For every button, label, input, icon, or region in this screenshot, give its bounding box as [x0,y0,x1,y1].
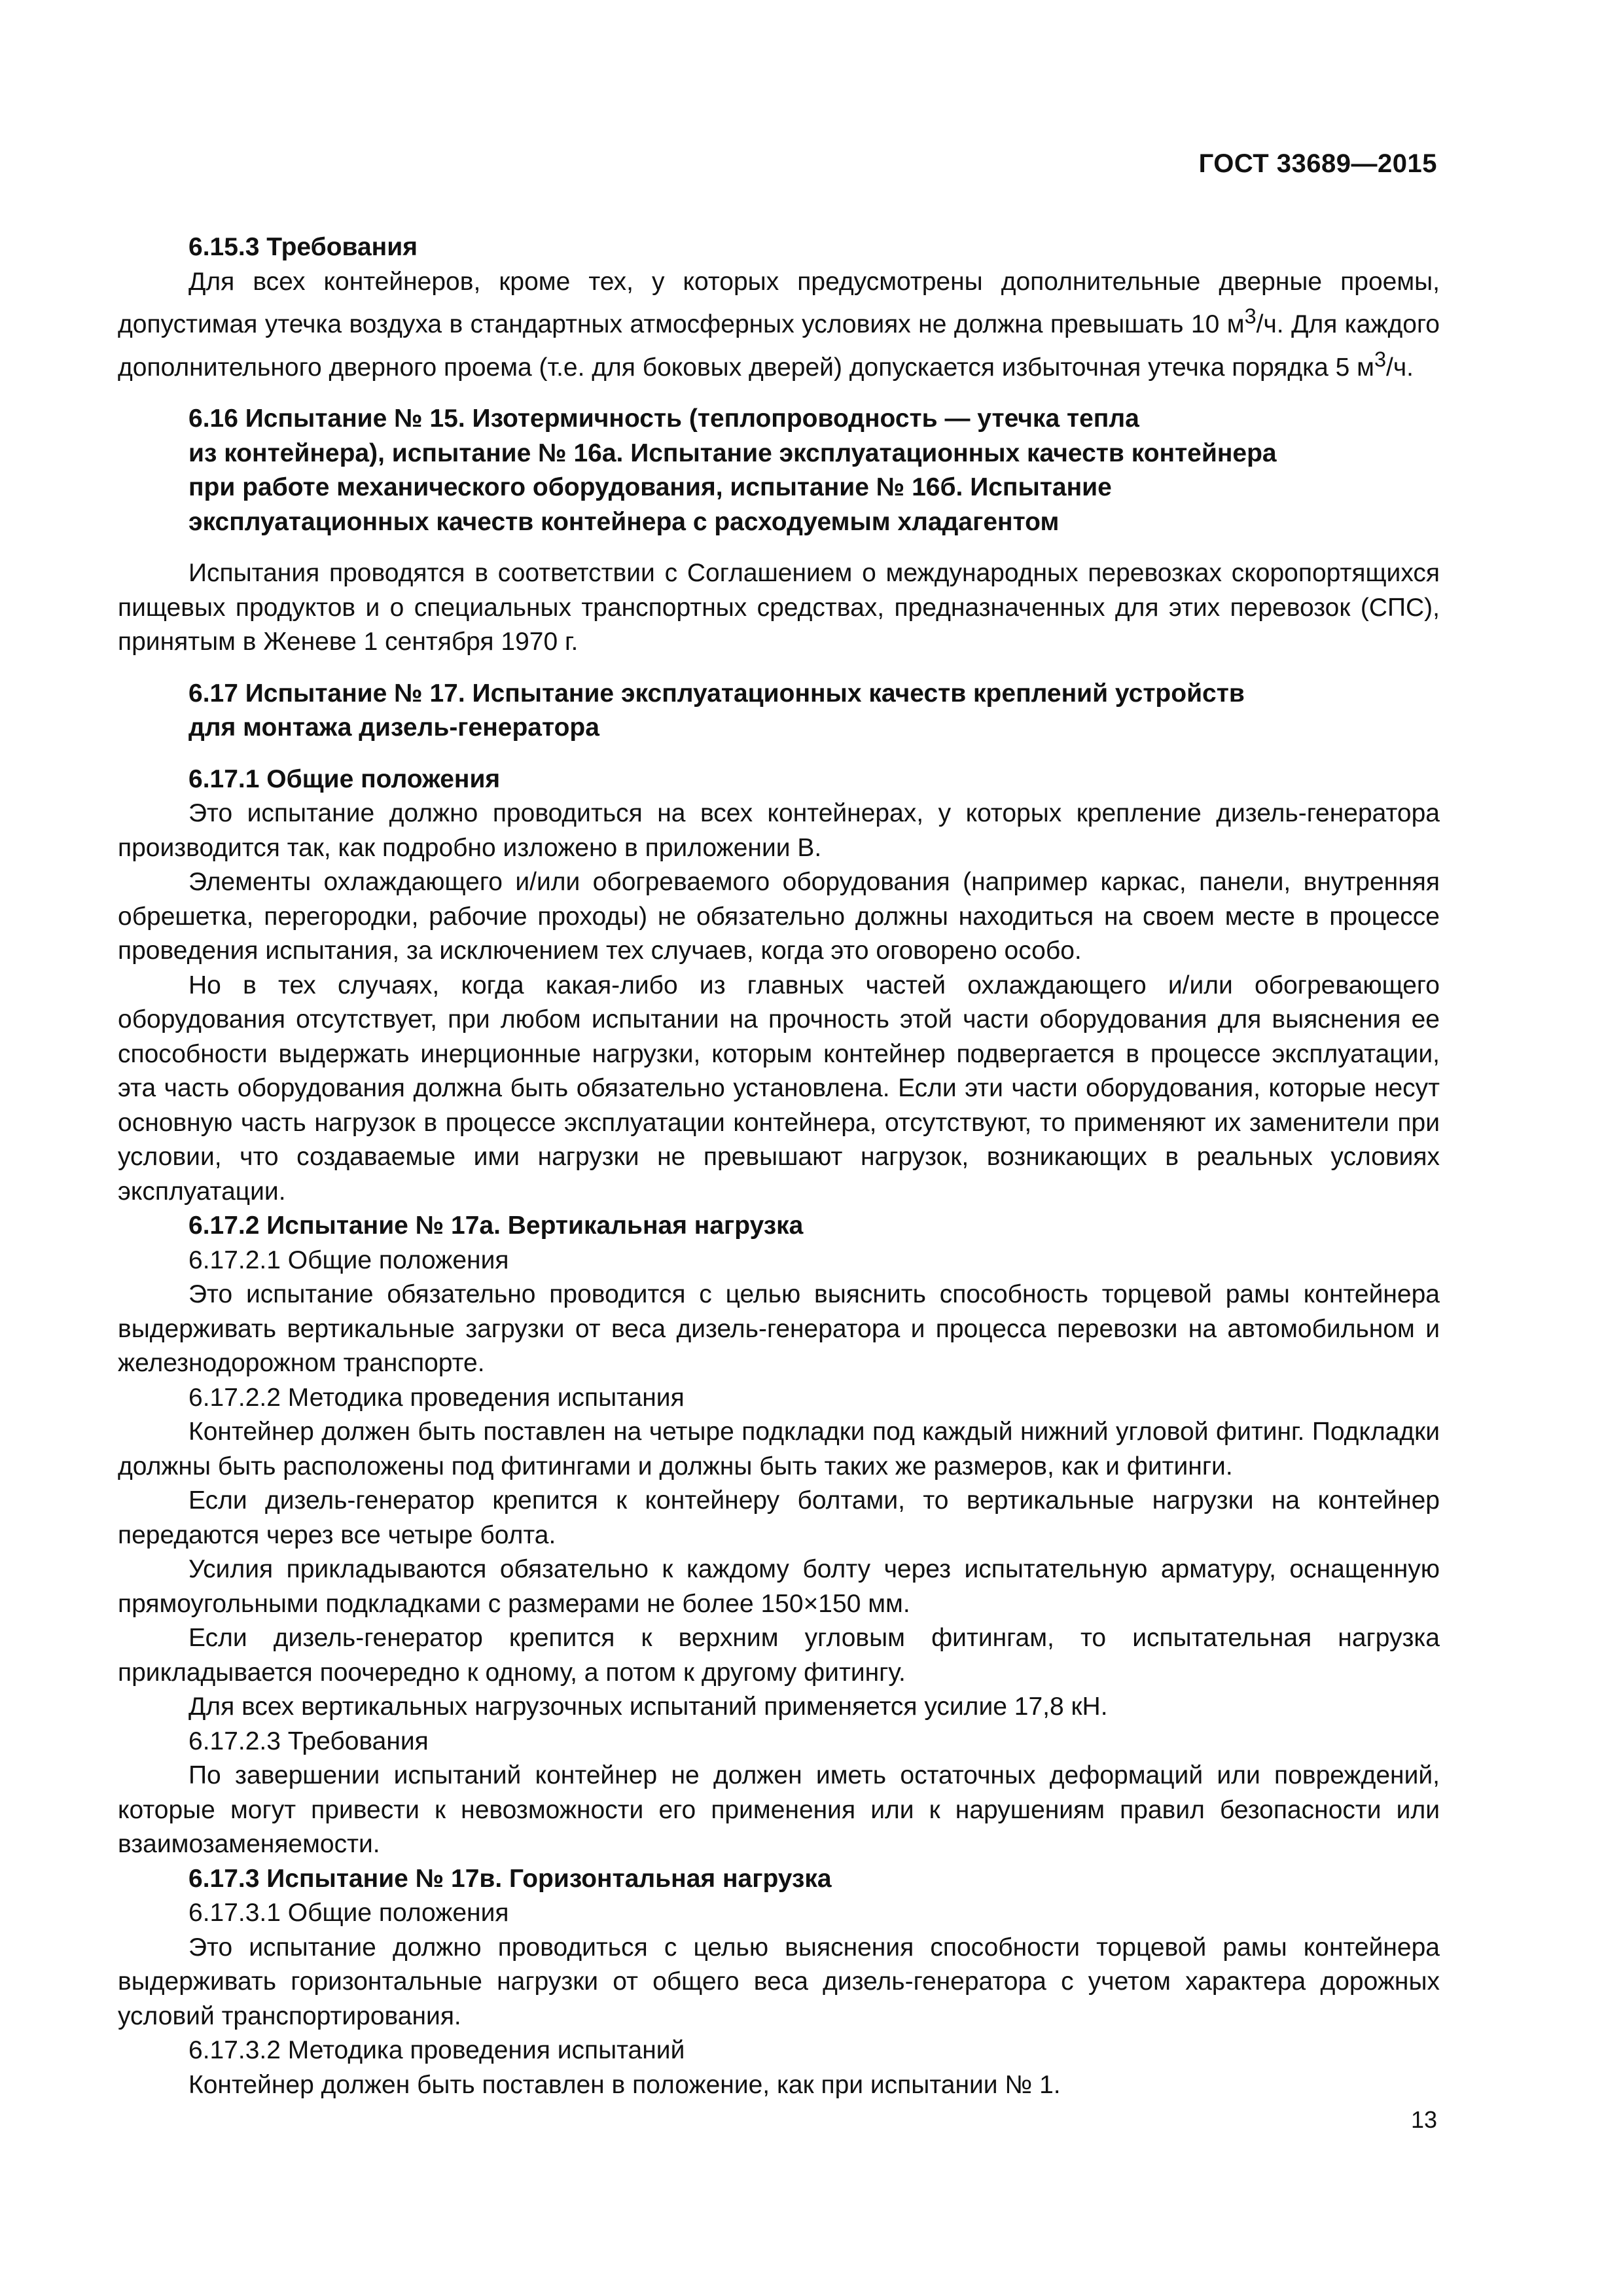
paragraph-text: /ч. [1386,353,1414,382]
document-code-header: ГОСТ 33689—2015 [1198,149,1437,178]
paragraph: Для всех вертикальных нагрузочных испытаний применяется усилие 17,8 кН. [188,1693,1108,1721]
paragraph: Если дизель-генератор крепится к контейнеру болтами, то вертикальные нагрузки на контейнер передаются через все четыре болта. [118,1486,1440,1549]
paragraph: Усилия прикладываются обязательно к каждому болту через испытательную арматуру, оснащенную прямоугольными подкладками с размерами не более 150×150 мм. [118,1555,1440,1618]
paragraph: Испытания проводятся в соответствии с Соглашением о международных перевозках скоропортящихся пищевых продуктов и о специальных транспортных средствах, предназначенных для этих перевозок (СПС), принятым в Женеве 1 сентября 1970 г. [118,559,1440,656]
subsection-heading-6-17-2-1: 6.17.2.1 Общие положения [188,1246,509,1274]
paragraph: Контейнер должен быть поставлен на четыре подкладки под каждый нижний угловой фитинг. Подкладки должны быть расположены под фитингами и должны быть таких же размеров, как и фитинги. [118,1418,1440,1480]
paragraph: Это испытание должно проводиться с целью выяснения способности торцевой рамы контейнера выдерживать горизонтальные нагрузки от общего веса дизель-генератора с учетом характера дорожных условий транспортирования. [118,1933,1440,2030]
paragraph [118,265,1440,386]
section-title-6-17 [188,677,1440,745]
title-line: 6.16 Испытание № 15. Изотермичность (теплопроводность — утечка тепла [188,404,1139,433]
superscript-cubic: 3 [1244,304,1257,328]
paragraph: Если дизель-генератор крепится к верхним угловым фитингам, то испытательная нагрузка прикладывается поочередно к одному, а потом к другому фитингу. [118,1624,1440,1687]
subsection-heading-6-17-3-2: 6.17.3.2 Методика проведения испытаний [188,2036,685,2064]
superscript-cubic: 3 [1374,347,1387,371]
section-heading-6-15-3: 6.15.3 Требования [188,233,418,261]
title-line: 6.17 Испытание № 17. Испытание эксплуатационных качеств креплений устройств [188,679,1245,708]
section-heading-6-17-3: 6.17.3 Испытание № 17в. Горизонтальная нагрузка [188,1864,832,1893]
paragraph-text: Для всех контейнеров, кроме тех, у которых предусмотрены дополнительные дверные проемы, допустимая утечка воздуха в стандартных атмосферных условиях не должна превышать 10 м [118,267,1440,338]
title-line: для монтажа дизель-генератора [188,713,599,742]
paragraph-text: /ч. Для каждого дополнительного дверного проема (т.е. для боковых дверей) допускается избыточная утечка порядка 5 м [118,310,1440,382]
section-heading-6-17-1: 6.17.1 Общие положения [188,764,501,793]
paragraph: Элементы охлаждающего и/или обогреваемого оборудования (например каркас, панели, внутренняя обрешетка, перегородки, рабочие проходы) не обязательно должны находиться на своем месте в процессе проведения испытания, за исключением тех случаев, когда это оговорено особо. [118,868,1440,965]
section-title-6-16 [188,402,1440,539]
title-line: из контейнера), испытание № 16а. Испытание эксплуатационных качеств контейнера [188,439,1277,467]
page-number: 13 [1410,2106,1437,2133]
section-heading-6-17-2: 6.17.2 Испытание № 17а. Вертикальная нагрузка [188,1211,804,1240]
subsection-heading-6-17-2-2: 6.17.2.2 Методика проведения испытания [188,1383,685,1412]
paragraph: Контейнер должен быть поставлен в положение, как при испытании № 1. [188,2070,1061,2099]
paragraph: Это испытание обязательно проводится с целью выяснить способность торцевой рамы контейнера выдерживать вертикальные загрузки от веса дизель-генератора и процесса перевозки на автомобильном и железнодорожном транспорте. [118,1280,1440,1377]
paragraph: Но в тех случаях, когда какая-либо из главных частей охлаждающего и/или обогревающего оборудования отсутствует, при любом испытании на прочность этой части оборудования для выяснения ее способности выдержать инерционные нагрузки, которым контейнер подвергается в процессе эксплуатации, эта часть оборудования должна быть обязательно установлена. Если эти части оборудования, которые несут основную часть нагрузок в процессе эксплуатации контейнера, отсутствуют, то применяют их заменители при условии, что создаваемые ими нагрузки не превышают нагрузок, возникающих в реальных условиях эксплуатации. [118,971,1440,1206]
title-line: при работе механического оборудования, испытание № 16б. Испытание [188,473,1112,501]
paragraph: По завершении испытаний контейнер не должен иметь остаточных деформаций или повреждений, которые могут привести к невозможности его применения или к нарушениям правил безопасности или взаимозаменяемости. [118,1761,1440,1858]
subsection-heading-6-17-2-3: 6.17.2.3 Требования [188,1727,429,1755]
subsection-heading-6-17-3-1: 6.17.3.1 Общие положения [188,1899,509,1927]
title-line: эксплуатационных качеств контейнера с расходуемым хладагентом [188,507,1060,536]
document-body [118,230,1440,2102]
paragraph: Это испытание должно проводиться на всех контейнерах, у которых крепление дизель-генератора производится так, как подробно изложено в приложении В. [118,799,1440,862]
